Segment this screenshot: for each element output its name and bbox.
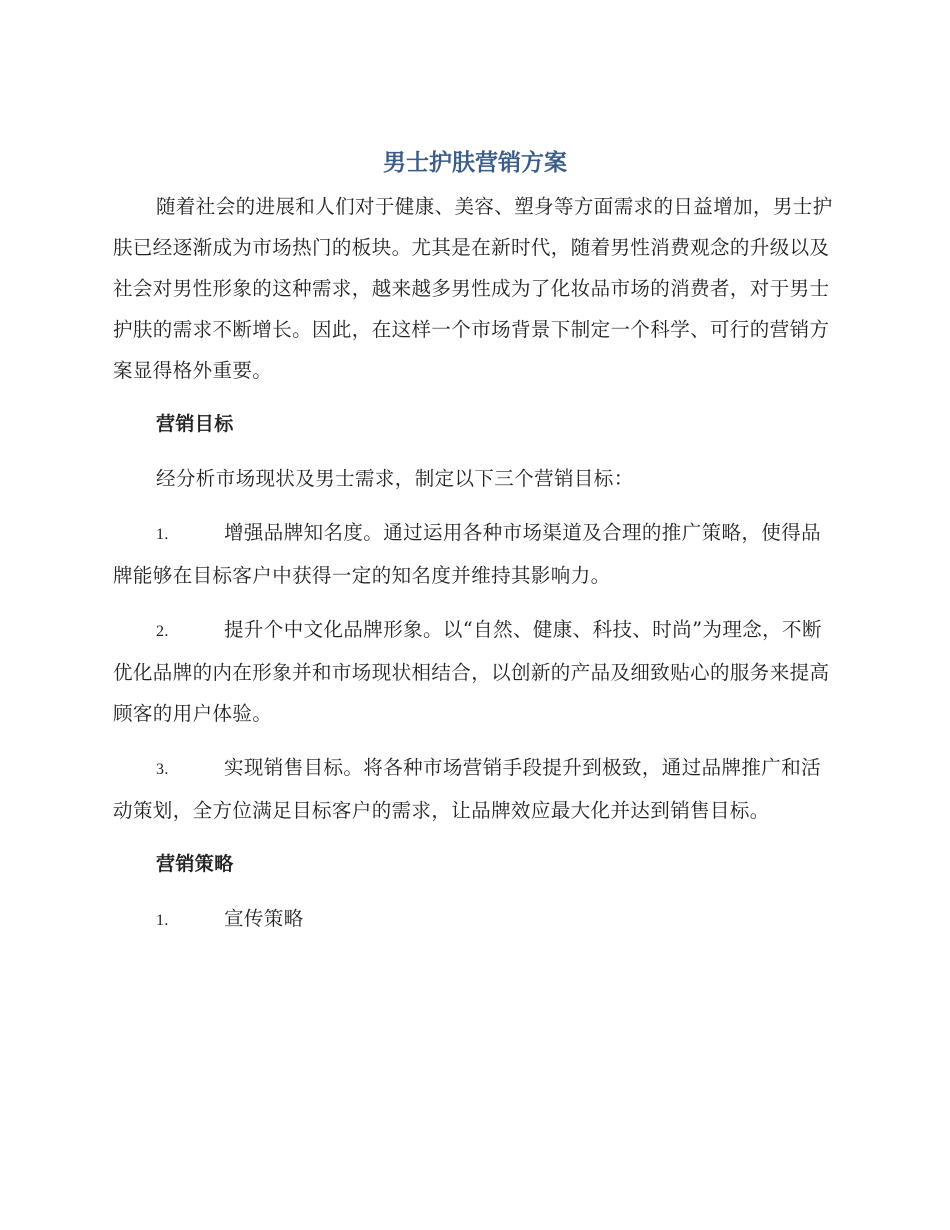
- spacer: [113, 831, 837, 844]
- section-heading-goals: 营销目标: [156, 413, 234, 435]
- spacer: [113, 734, 837, 747]
- goal-item-1: [113, 512, 837, 596]
- spacer: [113, 391, 837, 404]
- spacer: [113, 596, 837, 609]
- spacer: [113, 885, 837, 898]
- list-number: 3.: [156, 761, 169, 778]
- section-heading-strategy: 营销策略: [156, 853, 234, 875]
- list-number: 1.: [156, 526, 169, 543]
- list-number: 1.: [156, 912, 169, 929]
- list-item-text: 实现销售目标。将各种市场营销手段提升到极致，通过品牌推广和活动策划，全方位满足目标客户的需求，让品牌效应最大化并达到销售目标。: [113, 756, 822, 822]
- goal-item-3: [113, 747, 837, 831]
- list-number: 2.: [156, 623, 169, 640]
- strategy-item-1: [113, 898, 837, 941]
- intro-paragraph: 随着社会的进展和人们对于健康、美容、塑身等方面需求的日益增加，男士护肤已经逐渐成为市场热门的板块。尤其是在新时代，随着男性消费观念的升级以及社会对男性形象的这种需求，越来越多男性成为了化妆品市场的消费者，对于男士护肤的需求不断增长。因此，在这样一个市场背景下制定一个科学、可行的营销方案显得格外重要。: [113, 195, 833, 382]
- list-item-text: 提升个中文化品牌形象。以“自然、健康、科技、时尚”为理念，不断优化品牌的内在形象并和市场现状相结合，以创新的产品及细致贴心的服务来提高顾客的用户体验。: [113, 618, 830, 725]
- goal-item-2: [113, 609, 837, 734]
- document-body: [113, 186, 837, 941]
- list-item-text: 宣传策略: [224, 907, 304, 930]
- document-title: 男士护肤营销方案: [383, 150, 567, 176]
- goals-lead-paragraph: 经分析市场现状及男士需求，制定以下三个营销目标：: [156, 467, 634, 490]
- list-item-text: 增强品牌知名度。通过运用各种市场渠道及合理的推广策略，使得品牌能够在目标客户中获得一定的知名度并维持其影响力。: [113, 521, 822, 587]
- spacer: [113, 499, 837, 512]
- spacer: [113, 445, 837, 458]
